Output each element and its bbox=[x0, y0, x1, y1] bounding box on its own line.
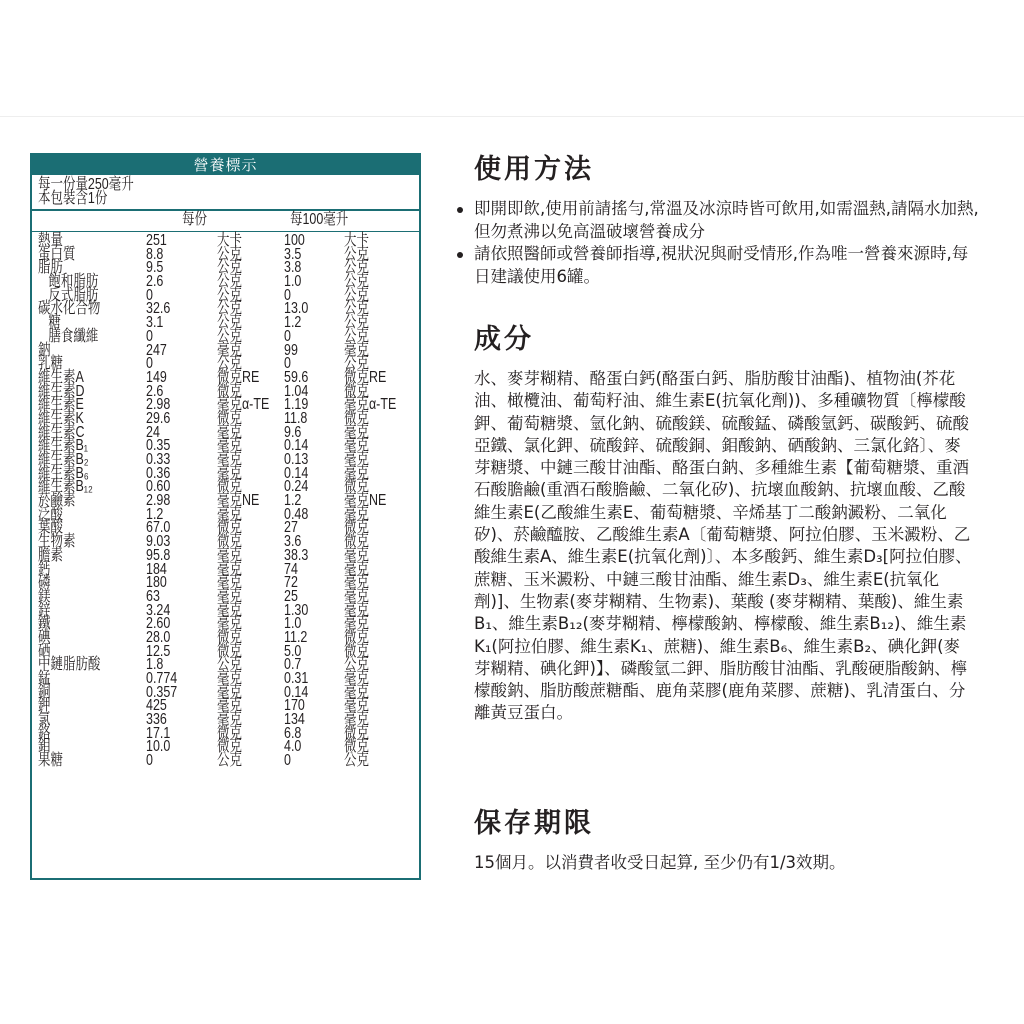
nutrition-cell-name: 維生素E bbox=[38, 396, 84, 414]
nutrition-cell-name: 氯 bbox=[38, 711, 51, 729]
nutrition-cell-u2: 毫克 bbox=[344, 437, 369, 455]
nutrition-cell-name: 鋅 bbox=[38, 601, 51, 619]
nutrition-cell-v1: 28.0 bbox=[146, 628, 171, 646]
nutrition-cell-u1: 微克 bbox=[217, 628, 242, 646]
nutrition-cell-u1: 毫克 bbox=[217, 341, 242, 359]
nutrition-cell-u2: 毫克 bbox=[344, 574, 369, 592]
nutrition-cell-name: 磷 bbox=[38, 574, 51, 592]
nutrition-cell-v2: 3.5 bbox=[284, 245, 302, 263]
nutrition-cell-v2: 13.0 bbox=[284, 300, 309, 318]
nutrition-cell-u1: 公克 bbox=[217, 245, 242, 263]
nutrition-cell-u1: 公克 bbox=[217, 300, 242, 318]
nutrition-cell-u1: 毫克 bbox=[217, 697, 242, 715]
nutrition-cell-u2: 微克 bbox=[344, 642, 369, 660]
nutrition-cell-v1: 8.8 bbox=[146, 245, 164, 263]
nutrition-cell-u1: 毫克 bbox=[217, 670, 242, 687]
bullet-icon bbox=[457, 207, 463, 213]
nutrition-cell-u1: 微克 bbox=[217, 478, 242, 496]
nutrition-cell-u1: 毫克NE bbox=[217, 492, 260, 510]
nutrition-cell-v2: 6.8 bbox=[284, 724, 302, 742]
nutrition-cell-v2: 0.31 bbox=[284, 670, 309, 687]
nutrition-cell-name: 飽和脂肪 bbox=[38, 273, 99, 291]
nutrition-cell-v2: 0.13 bbox=[284, 451, 309, 468]
nutrition-cell-u1: 公克 bbox=[217, 314, 242, 332]
nutrition-cell-u1: 微克 bbox=[217, 382, 242, 400]
nutrition-cell-v1: 9.5 bbox=[146, 259, 164, 277]
nutrition-cell-u1: 毫克 bbox=[217, 560, 242, 578]
nutrition-cell-v1: 0.774 bbox=[146, 670, 178, 687]
nutrition-cell-name: 維生素A bbox=[38, 368, 84, 386]
nutrition-cell-u2: 公克 bbox=[344, 752, 369, 770]
nutrition-cell-v1: 95.8 bbox=[146, 546, 171, 564]
ingredients-title: 成分 bbox=[474, 324, 534, 355]
nutrition-cell-u1: 毫克 bbox=[217, 574, 242, 592]
nutrition-cell-v2: 3.6 bbox=[284, 533, 302, 551]
nutrition-cell-name: 維生素C bbox=[38, 423, 85, 441]
nutrition-cell-name: 熱量 bbox=[38, 232, 63, 249]
nutrition-cell-name: 糖 bbox=[38, 314, 61, 332]
nutrition-cell-v1: 0 bbox=[146, 355, 153, 373]
nutrition-cell-u2: 微克 bbox=[344, 382, 369, 400]
nutrition-cell-name: 鉬 bbox=[38, 738, 51, 756]
nutrition-cell-v1: 425 bbox=[146, 697, 167, 715]
nutrition-cell-u1: 毫克α-TE bbox=[217, 396, 270, 414]
nutrition-cell-name: 碳水化合物 bbox=[38, 300, 101, 318]
nutrition-cell-v2: 0 bbox=[284, 286, 291, 304]
nutrition-cell-v1: 1.8 bbox=[146, 656, 164, 674]
nutrition-cell-v2: 0.14 bbox=[284, 437, 309, 455]
nutrition-cell-u1: 微克 bbox=[217, 738, 242, 756]
nutrition-rows bbox=[32, 234, 419, 768]
nutrition-cell-u2: 公克 bbox=[344, 314, 369, 332]
nutrition-cell-u1: 大卡 bbox=[217, 232, 242, 249]
table-row bbox=[32, 754, 419, 768]
nutrition-cell-v2: 4.0 bbox=[284, 738, 302, 756]
nutrition-cell-v2: 100 bbox=[284, 232, 305, 249]
nutrition-cell-v1: 1.2 bbox=[146, 505, 164, 523]
nutrition-cell-v2: 59.6 bbox=[284, 368, 309, 386]
nutrition-cell-u2: 公克 bbox=[344, 327, 369, 345]
nutrition-cell-name: 鈣 bbox=[38, 560, 51, 578]
nutrition-cell-name: 中鏈脂肪酸 bbox=[38, 656, 101, 674]
nutrition-cell-name: 反式脂肪 bbox=[38, 286, 99, 304]
nutrition-cell-v2: 3.8 bbox=[284, 259, 302, 277]
nutrition-cell-u2: 毫克 bbox=[344, 670, 369, 687]
nutrition-cell-v1: 24 bbox=[146, 423, 160, 441]
nutrition-cell-v2: 74 bbox=[284, 560, 298, 578]
top-divider bbox=[0, 116, 1024, 117]
nutrition-cell-name: 碘 bbox=[38, 628, 51, 646]
nutrition-cell-name: 鉻 bbox=[38, 724, 51, 742]
nutrition-cell-u2: 毫克 bbox=[344, 587, 369, 605]
nutrition-cell-u1: 公克 bbox=[217, 327, 242, 345]
nutrition-cell-u2: 毫克 bbox=[344, 505, 369, 523]
nutrition-cell-v2: 0.48 bbox=[284, 505, 309, 523]
nutrition-cell-v2: 1.2 bbox=[284, 314, 302, 332]
nutrition-cell-v2: 1.0 bbox=[284, 273, 302, 291]
nutrition-cell-u1: 微克 bbox=[217, 533, 242, 551]
nutrition-cell-v2: 9.6 bbox=[284, 423, 302, 441]
nutrition-cell-v1: 0 bbox=[146, 286, 153, 304]
nutrition-cell-v1: 17.1 bbox=[146, 724, 171, 742]
nutrition-cell-name: 膽素 bbox=[38, 546, 63, 564]
nutrition-cell-u1: 毫克 bbox=[217, 464, 242, 482]
nutrition-cell-u1: 微克 bbox=[217, 409, 242, 427]
nutrition-cell-v1: 2.6 bbox=[146, 382, 164, 400]
nutrition-cell-v2: 0.14 bbox=[284, 464, 309, 482]
nutrition-cell-u1: 微克 bbox=[217, 724, 242, 742]
nutrition-cell-u2: 毫克 bbox=[344, 423, 369, 441]
nutrition-cell-u1: 公克 bbox=[217, 656, 242, 674]
nutrition-cell-u2: 公克 bbox=[344, 245, 369, 263]
nutrition-cell-v2: 1.2 bbox=[284, 492, 302, 510]
nutrition-facts-panel bbox=[30, 153, 421, 880]
nutrition-cell-v1: 63 bbox=[146, 587, 160, 605]
panel-rule bbox=[32, 209, 419, 211]
nutrition-cell-u2: 毫克 bbox=[344, 697, 369, 715]
nutrition-cell-v1: 67.0 bbox=[146, 519, 171, 537]
nutrition-cell-v1: 2.98 bbox=[146, 492, 171, 510]
nutrition-cell-u1: 毫克 bbox=[217, 601, 242, 619]
nutrition-cell-v2: 0 bbox=[284, 355, 291, 373]
col-per-100ml: 每100毫升 bbox=[290, 211, 349, 228]
nutrition-cell-v2: 0 bbox=[284, 327, 291, 345]
nutrition-cell-u2: 毫克NE bbox=[344, 492, 387, 510]
nutrition-cell-name: 維生素B₁ bbox=[38, 437, 88, 455]
nutrition-cell-v1: 2.98 bbox=[146, 396, 171, 414]
nutrition-cell-name: 鎂 bbox=[38, 587, 51, 605]
nutrition-cell-u2: 微克 bbox=[344, 738, 369, 756]
list-item: 即開即飲,使用前請搖勻,常溫及冰涼時皆可飲用,如需溫熱,請隔水加熱,但勿煮沸以免高溫破壞營養成分 bbox=[474, 198, 984, 243]
nutrition-cell-u2: 毫克 bbox=[344, 615, 369, 633]
nutrition-cell-name: 錳 bbox=[38, 670, 51, 687]
nutrition-cell-v1: 10.0 bbox=[146, 738, 171, 756]
nutrition-cell-v2: 99 bbox=[284, 341, 298, 359]
nutrition-cell-v2: 25 bbox=[284, 587, 298, 605]
nutrition-cell-u1: 毫克 bbox=[217, 587, 242, 605]
nutrition-cell-v2: 5.0 bbox=[284, 642, 302, 660]
nutrition-cell-v2: 170 bbox=[284, 697, 305, 715]
nutrition-cell-v1: 9.03 bbox=[146, 533, 171, 551]
nutrition-cell-u1: 毫克 bbox=[217, 505, 242, 523]
nutrition-cell-name: 維生素K bbox=[38, 409, 84, 427]
nutrition-cell-u2: 公克 bbox=[344, 259, 369, 277]
nutrition-cell-u2: 微克RE bbox=[344, 368, 387, 386]
nutrition-cell-u1: 微克 bbox=[217, 519, 242, 537]
nutrition-cell-u1: 公克 bbox=[217, 752, 242, 770]
nutrition-cell-v1: 247 bbox=[146, 341, 167, 359]
nutrition-cell-u1: 毫克 bbox=[217, 546, 242, 564]
nutrition-cell-u2: 毫克α-TE bbox=[344, 396, 397, 414]
shelf-life-section bbox=[474, 804, 974, 874]
nutrition-cell-v2: 27 bbox=[284, 519, 298, 537]
nutrition-cell-v1: 3.1 bbox=[146, 314, 164, 332]
nutrition-cell-name: 鐵 bbox=[38, 615, 51, 633]
nutrition-cell-name: 蛋白質 bbox=[38, 245, 76, 263]
nutrition-cell-v1: 0.60 bbox=[146, 478, 171, 496]
nutrition-cell-name: 菸鹼素 bbox=[38, 492, 76, 510]
nutrition-cell-v2: 1.0 bbox=[284, 615, 302, 633]
nutrition-cell-v1: 0 bbox=[146, 327, 153, 345]
nutrition-cell-u2: 毫克 bbox=[344, 464, 369, 482]
nutrition-cell-name: 果糖 bbox=[38, 752, 63, 770]
col-per-serving: 每份 bbox=[182, 211, 207, 228]
nutrition-cell-name: 銅 bbox=[38, 683, 51, 701]
nutrition-cell-name: 維生素B₂ bbox=[38, 451, 89, 468]
nutrition-cell-u1: 公克 bbox=[217, 259, 242, 277]
nutrition-cell-u1: 微克RE bbox=[217, 368, 260, 386]
nutrition-cell-v2: 0.24 bbox=[284, 478, 309, 496]
nutrition-cell-u2: 微克 bbox=[344, 519, 369, 537]
nutrition-cell-v2: 72 bbox=[284, 574, 298, 592]
nutrition-cell-v1: 180 bbox=[146, 574, 167, 592]
nutrition-cell-u2: 微克 bbox=[344, 628, 369, 646]
nutrition-cell-u2: 公克 bbox=[344, 300, 369, 318]
nutrition-cell-u1: 毫克 bbox=[217, 711, 242, 729]
nutrition-cell-u1: 毫克 bbox=[217, 451, 242, 468]
nutrition-cell-v2: 38.3 bbox=[284, 546, 309, 564]
nutrition-cell-name: 維生素B₆ bbox=[38, 464, 89, 482]
nutrition-cell-name: 乳糖 bbox=[38, 355, 63, 373]
ingredients-section bbox=[474, 320, 974, 725]
nutrition-cell-name: 硒 bbox=[38, 642, 51, 660]
nutrition-cell-u2: 毫克 bbox=[344, 711, 369, 729]
nutrition-cell-name: 鈉 bbox=[38, 341, 51, 359]
nutrition-cell-v2: 0 bbox=[284, 752, 291, 770]
nutrition-cell-v1: 32.6 bbox=[146, 300, 171, 318]
nutrition-cell-v1: 3.24 bbox=[146, 601, 171, 619]
nutrition-cell-u1: 微克 bbox=[217, 642, 242, 660]
nutrition-cell-u2: 毫克 bbox=[344, 601, 369, 619]
usage-list bbox=[474, 198, 984, 288]
nutrition-cell-v2: 1.30 bbox=[284, 601, 309, 619]
nutrition-cell-v1: 0.33 bbox=[146, 451, 171, 468]
usage-section bbox=[474, 150, 984, 288]
nutrition-cell-u2: 微克 bbox=[344, 724, 369, 742]
nutrition-cell-v2: 0.14 bbox=[284, 683, 309, 701]
nutrition-cell-v2: 1.19 bbox=[284, 396, 309, 414]
list-item: 請依照醫師或營養師指導,視狀況與耐受情形,作為唯一營養來源時,每日建議使用6罐。 bbox=[474, 243, 984, 288]
nutrition-cell-u2: 公克 bbox=[344, 656, 369, 674]
nutrition-cell-v1: 0 bbox=[146, 752, 153, 770]
nutrition-cell-u1: 公克 bbox=[217, 355, 242, 373]
usage-title: 使用方法 bbox=[474, 154, 594, 185]
nutrition-cell-name: 膳食纖維 bbox=[38, 327, 99, 345]
nutrition-cell-u2: 微克 bbox=[344, 533, 369, 551]
nutrition-cell-u2: 毫克 bbox=[344, 546, 369, 564]
nutrition-cell-u1: 公克 bbox=[217, 286, 242, 304]
nutrition-cell-v1: 12.5 bbox=[146, 642, 171, 660]
nutrition-cell-v1: 336 bbox=[146, 711, 167, 729]
nutrition-cell-name: 維生素B₁₂ bbox=[38, 478, 93, 496]
servings-per-pack: 本包裝含1份 bbox=[38, 190, 108, 207]
nutrition-cell-u2: 公克 bbox=[344, 286, 369, 304]
nutrition-cell-u2: 毫克 bbox=[344, 683, 369, 701]
nutrition-cell-name: 泛酸 bbox=[38, 505, 63, 523]
nutrition-cell-v1: 2.60 bbox=[146, 615, 171, 633]
nutrition-cell-v1: 2.6 bbox=[146, 273, 164, 291]
ingredients-text: 水、麥芽糊精、酪蛋白鈣(酪蛋白鈣、脂肪酸甘油酯)、植物油(芥花油、橄欖油、葡萄籽油、維生素E(抗氧化劑))、多種礦物質〔檸檬酸鉀、葡萄糖漿、氫化鈉、硫酸鎂、硫酸錳、磷酸氫鈣、碳酸鈣、硫酸亞鐵、氯化鉀、硫酸鋅、硫酸銅、鉬酸鈉、硒酸鈉、三氯化鉻〕、麥芽糖漿、中鏈三酸甘油酯、酪蛋白鈉、多種維生素【葡萄糖漿、重酒石酸膽鹼(重酒石酸膽鹼、二氧化矽)、抗壞血酸鈉、抗壞血酸、乙酸維生素E(乙酸維生素E、葡萄糖漿、辛烯基丁二酸鈉澱粉、二氧化矽)、菸鹼醯胺、乙酸維生素A〔葡萄糖漿、阿拉伯膠、玉米澱粉、乙酸維生素A、維生素E(抗氧化劑)〕、本多酸鈣、維生素D₃[阿拉伯膠、蔗糖、玉米澱粉、中鏈三酸甘油酯、維生素D₃、維生素E(抗氧化劑)]、生物素(麥芽糊精、生物素)、葉酸 (麥芽糊精、葉酸)、維生素B₁、維生素B₁₂(麥芽糊精、檸檬酸鈉、檸檬酸、維生素B₁₂)、維生素K₁(阿拉伯膠、維生素K₁、蔗糖)、維生素B₆、維生素B₂、碘化鉀(麥芽糊精、碘化鉀)】、磷酸氫二鉀、脂肪酸甘油酯、乳酸硬脂酸鈉、檸檬酸鈉、脂肪酸蔗糖酯、鹿角菜膠(鹿角菜膠、蔗糖)、乳清蛋白、分離黃豆蛋白。 bbox=[474, 369, 972, 723]
nutrition-cell-u2: 微克 bbox=[344, 478, 369, 496]
nutrition-cell-u2: 毫克 bbox=[344, 560, 369, 578]
nutrition-cell-u2: 大卡 bbox=[344, 232, 369, 249]
nutrition-cell-u2: 公克 bbox=[344, 273, 369, 291]
bullet-icon bbox=[457, 252, 463, 258]
nutrition-cell-u1: 毫克 bbox=[217, 437, 242, 455]
nutrition-cell-name: 生物素 bbox=[38, 533, 76, 551]
nutrition-cell-v2: 0.7 bbox=[284, 656, 302, 674]
nutrition-cell-v2: 134 bbox=[284, 711, 305, 729]
nutrition-cell-name: 脂肪 bbox=[38, 259, 63, 277]
nutrition-cell-u1: 毫克 bbox=[217, 683, 242, 701]
nutrition-cell-name: 葉酸 bbox=[38, 519, 63, 537]
nutrition-cell-v1: 29.6 bbox=[146, 409, 171, 427]
nutrition-cell-u1: 毫克 bbox=[217, 615, 242, 633]
nutrition-cell-name: 鉀 bbox=[38, 697, 51, 715]
shelf-life-text: 15個月。以消費者收受日起算, 至少仍有1/3效期。 bbox=[474, 853, 846, 872]
nutrition-cell-u2: 毫克 bbox=[344, 341, 369, 359]
nutrition-cell-v2: 11.2 bbox=[284, 628, 308, 646]
nutrition-cell-u2: 微克 bbox=[344, 409, 369, 427]
nutrition-cell-u1: 毫克 bbox=[217, 423, 242, 441]
nutrition-cell-v2: 1.04 bbox=[284, 382, 309, 400]
nutrition-cell-v1: 149 bbox=[146, 368, 167, 386]
serving-size: 每一份量250毫升 bbox=[38, 176, 134, 193]
nutrition-cell-v1: 184 bbox=[146, 560, 167, 578]
nutrition-cell-v1: 0.357 bbox=[146, 683, 178, 701]
nutrition-cell-v1: 251 bbox=[146, 232, 167, 249]
nutrition-cell-name: 維生素D bbox=[38, 382, 85, 400]
nutrition-title: 營養標示 bbox=[32, 155, 419, 175]
nutrition-cell-u2: 公克 bbox=[344, 355, 369, 373]
right-column bbox=[474, 150, 984, 872]
nutrition-cell-u1: 公克 bbox=[217, 273, 242, 291]
nutrition-cell-v1: 0.36 bbox=[146, 464, 171, 482]
nutrition-cell-v2: 11.8 bbox=[284, 409, 308, 427]
nutrition-cell-v1: 0.35 bbox=[146, 437, 171, 455]
shelf-life-title: 保存期限 bbox=[474, 808, 594, 839]
nutrition-cell-u2: 毫克 bbox=[344, 451, 369, 468]
